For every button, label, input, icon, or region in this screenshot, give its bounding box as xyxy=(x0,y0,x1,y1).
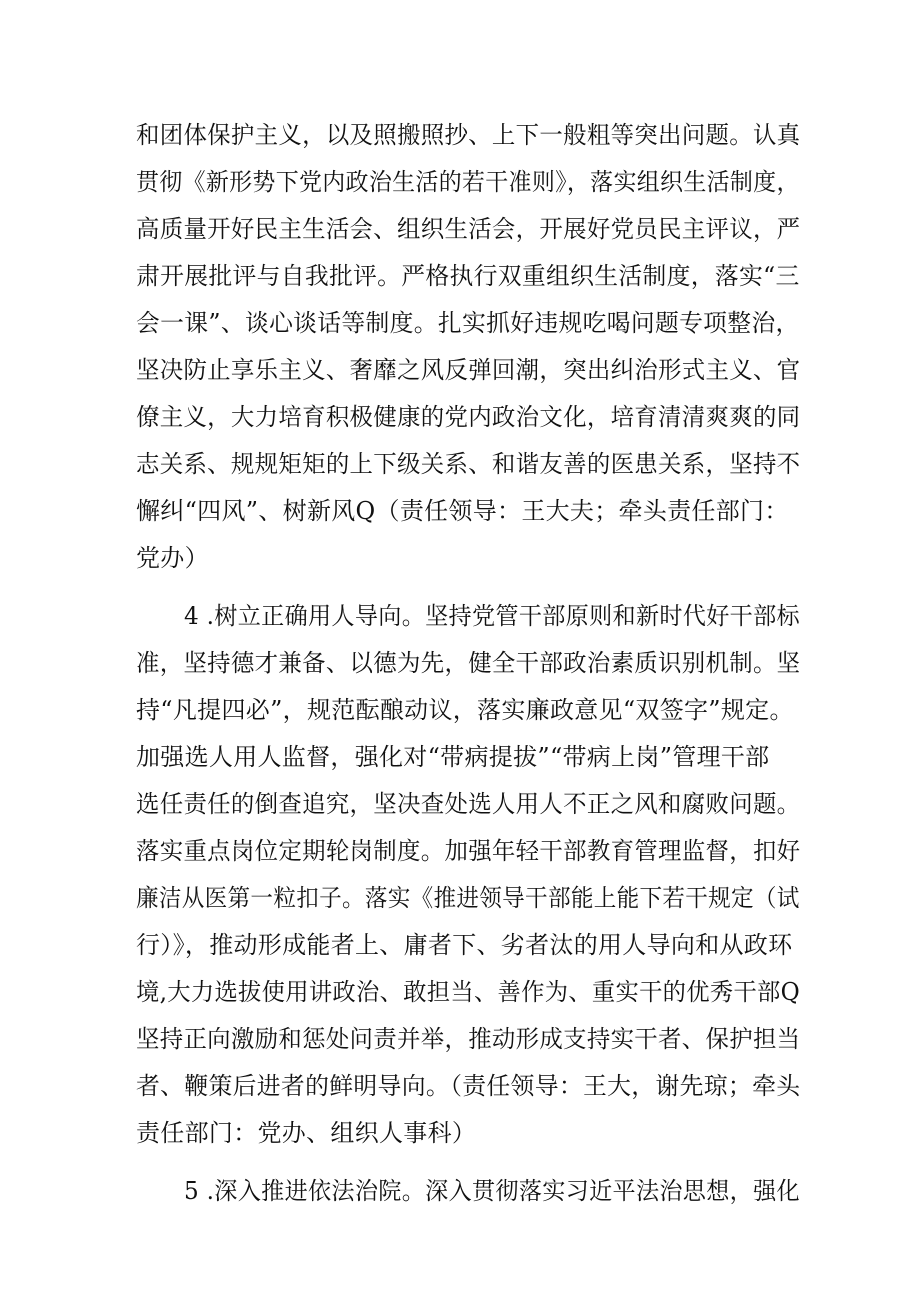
text-line: 和团体保护主义，以及照搬照抄、上下一般粗等突出问题。认真 xyxy=(136,121,801,149)
text-line: 落实重点岗位定期轮岗制度。加强年轻干部教育管理监督，扣好 xyxy=(136,837,801,865)
text-line: 会一课”、谈心谈话等制度。扎实抓好违规吃喝问题专项整治， xyxy=(136,309,800,337)
text-line: 持“凡提四必”，规范酝酿动议，落实廉政意见“双签字”规定。 xyxy=(136,696,794,724)
text-line: 行）》，推动形成能者上、庸者下、劣者汰的用人导向和从政环 xyxy=(136,931,793,959)
text-line: 坚持正向激励和惩处问责并举，推动形成支持实干者、保护担当 xyxy=(136,1025,801,1053)
text-line: 加强选人用人监督，强化对“带病提拔”“带病上岗”管理干部 xyxy=(136,743,770,771)
text-line: 肃开展批评与自我批评。严格执行双重组织生活制度，落实“三 xyxy=(136,262,800,290)
text-line: 5 .深入推进依法治院。深入贯彻落实习近平法治思想，强化 xyxy=(184,1177,800,1205)
text-line: 准，坚持德才兼备、以德为先，健全干部政治素质识别机制。坚 xyxy=(136,649,801,677)
text-line: 志关系、规规矩矩的上下级关系、和谐友善的医患关系，坚持不 xyxy=(136,450,801,478)
text-line: 境,大力选拔使用讲政治、敢担当、善作为、重实干的优秀干部Q xyxy=(136,978,801,1006)
text-line: 4 .树立正确用人导向。坚持党管干部原则和新时代好干部标 xyxy=(184,602,800,630)
text-line: 责任部门：党办、组织人事科） xyxy=(136,1119,477,1147)
text-line: 贯彻《新形势下党内政治生活的若干准则》，落实组织生活制度， xyxy=(136,168,800,196)
text-line: 坚决防止享乐主义、奢靡之风反弹回潮，突出纠治形式主义、官 xyxy=(136,356,801,384)
text-line: 懈纠“四风”、树新风Q（责任领导：王大夫；牵头责任部门： xyxy=(136,497,789,525)
text-line: 僚主义，大力培育积极健康的党内政治文化，培育清清爽爽的同 xyxy=(136,403,801,431)
text-line: 者、鞭策后进者的鲜明导向。（责任领导：王大，谢先琼；牵头 xyxy=(136,1072,801,1100)
text-line: 选任责任的倒查追究，坚决查处选人用人不正之风和腐败问题。 xyxy=(136,790,801,818)
text-line: 党办） xyxy=(136,544,209,572)
text-line: 廉洁从医第一粒扣子。落实《推进领导干部能上能下若干规定（试 xyxy=(136,884,800,912)
text-line: 高质量开好民主生活会、组织生活会，开展好党员民主评议，严 xyxy=(136,215,801,243)
